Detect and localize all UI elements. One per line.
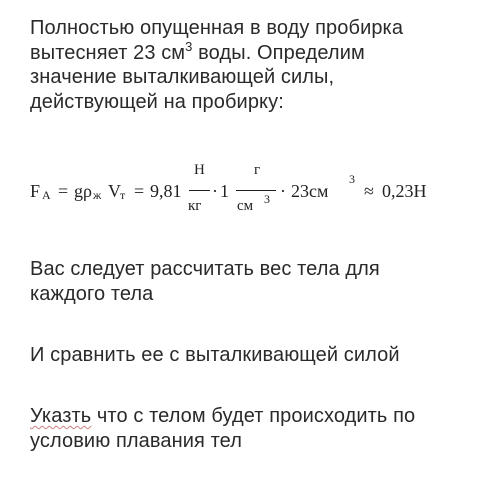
- text-line: значение выталкивающей силы,: [30, 66, 335, 88]
- paragraph-compare: [30, 343, 490, 368]
- misspelled-word: Указть: [30, 405, 92, 427]
- text-line: [30, 38, 490, 66]
- formula-F-subscript: A: [42, 188, 51, 202]
- fraction-denominator: см: [237, 198, 254, 214]
- formula-result: 0,23Н: [382, 181, 427, 201]
- formula-coefficient: 9,81: [150, 181, 182, 201]
- superscript: 3: [185, 38, 193, 54]
- formula-dot: ·: [212, 181, 218, 201]
- formula-V: V: [108, 181, 121, 201]
- fraction-denominator-exponent: 3: [264, 192, 270, 206]
- formula-rho-subscript: ж: [93, 188, 102, 202]
- fraction-numerator: г: [254, 162, 261, 178]
- formula-equals: =: [134, 181, 145, 201]
- text-line: [30, 404, 490, 429]
- text-fragment: вытесняет 23 см: [30, 41, 186, 64]
- formula-F: F: [30, 181, 41, 201]
- fraction-denominator: кг: [188, 198, 202, 214]
- text-fragment: воды. Определим: [192, 41, 365, 64]
- text-line: И сравнить ее с выталкивающей силой: [30, 344, 400, 366]
- text-line: условию плавания тел: [30, 429, 242, 452]
- fraction-bar: [236, 190, 276, 191]
- formula-volume: 23см: [291, 181, 329, 201]
- paragraph-conclusion: [30, 404, 490, 453]
- paragraph-intro: [30, 16, 490, 114]
- formula-approx: ≈: [364, 181, 374, 201]
- formula-g-rho: gρ: [74, 181, 92, 201]
- formula-volume-exponent: 3: [349, 172, 355, 186]
- formula-dot: ·: [280, 181, 286, 201]
- fraction-numerator: Н: [194, 162, 205, 178]
- buoyancy-formula: [30, 160, 490, 220]
- text-line: каждого тела: [30, 282, 154, 305]
- paragraph-weight: [30, 257, 490, 306]
- text-line: Вас следует рассчитать вес тела для: [30, 258, 380, 280]
- fraction-bar: [189, 190, 210, 191]
- text-line: действующей на пробирку:: [30, 90, 284, 113]
- text-fragment: что с телом будет происходить по: [91, 405, 416, 427]
- formula-V-subscript: т: [120, 188, 126, 202]
- formula-one: 1: [220, 181, 229, 201]
- formula-equals: =: [58, 181, 69, 201]
- text-line: Полностью опущенная в воду пробирка: [30, 17, 404, 39]
